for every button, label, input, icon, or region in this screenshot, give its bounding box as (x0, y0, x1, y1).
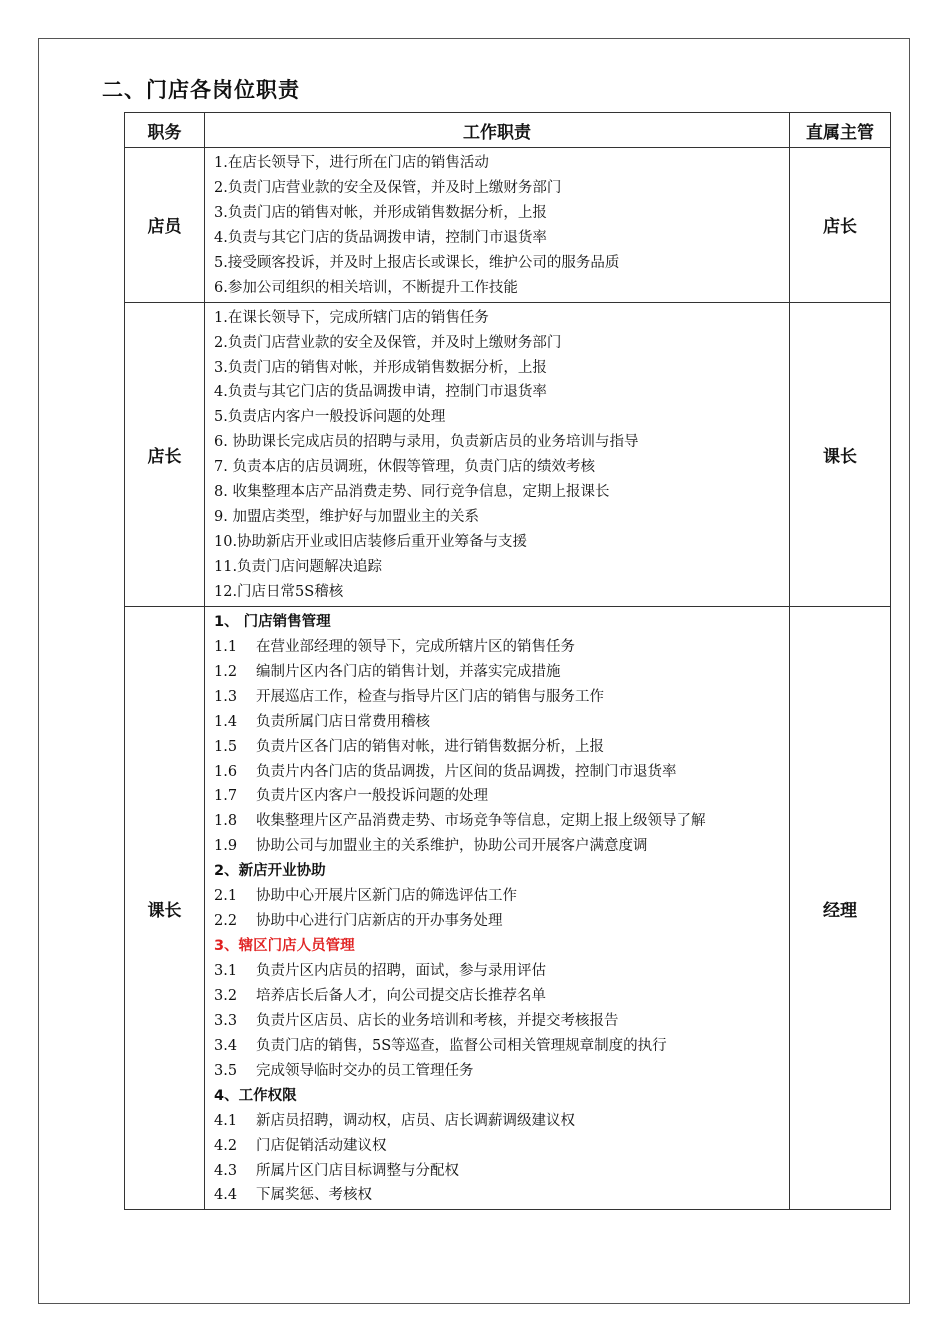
item-number: 1.7 (214, 788, 238, 805)
duty-line (214, 685, 789, 710)
duty-line (214, 1009, 789, 1034)
item-text: 收集整理片区产品消费走势、市场竞争等信息，定期上报上级领导了解 (256, 813, 706, 830)
item-text: 负责片区各门店的销售对帐，进行销售数据分析，上报 (256, 738, 604, 755)
item-number: 1.9 (214, 838, 238, 855)
item-number: 1.4 (214, 713, 238, 730)
item-number: 3.2 (214, 987, 238, 1004)
item-text: 负责片区内店员的招聘，面试，参与录用评估 (256, 963, 546, 979)
item-text: 门店促销活动建议权 (256, 1137, 387, 1154)
item-text: 负责门店的销售，5S等巡查，监督公司相关管理规章制度的执行 (256, 1037, 667, 1054)
item-number: 1.5 (214, 738, 238, 755)
duty-line: 1.在店长领导下，进行所在门店的销售活动 (214, 155, 489, 171)
item-text: 负责片区内客户一般投诉问题的处理 (256, 788, 488, 805)
section-title: 二、门店各岗位职责 (102, 78, 300, 102)
item-text: 完成领导临时交办的员工管理任务 (256, 1062, 474, 1079)
header-supervisor: 直属主管 (790, 113, 891, 148)
duty-line (214, 635, 789, 660)
table-row-section-chief (125, 606, 891, 1210)
duty-line (214, 884, 789, 909)
item-text: 下属奖惩、考核权 (256, 1187, 372, 1204)
item-number: 4.1 (214, 1112, 238, 1129)
item-number: 2.1 (214, 888, 238, 905)
duty-line (214, 909, 789, 934)
duty-line: 12.门店日常5S稽核 (214, 583, 344, 600)
duty-line (214, 1059, 789, 1084)
item-text: 编制片区内各门店的销售计划，并落实完成措施 (256, 663, 561, 680)
group-heading: 2、新店开业协助 (214, 863, 326, 880)
duty-line: 5.负责店内客户一般投诉问题的处理 (214, 409, 446, 426)
role-cell: 店长 (125, 302, 205, 606)
item-text: 协助中心进行门店新店的开办事务处理 (256, 913, 503, 930)
duty-line (214, 660, 789, 685)
item-text: 协助公司与加盟业主的关系维护，协助公司开展客户满意度调 (256, 838, 648, 855)
duty-line: 2.负责门店营业款的安全及保管，并及时上缴财务部门 (214, 179, 562, 196)
duty-line: 4.负责与其它门店的货品调拨申请，控制门市退货率 (214, 229, 547, 246)
item-text: 开展巡店工作，检查与指导片区门店的销售与服务工作 (256, 688, 604, 705)
duty-line: 3.负责门店的销售对帐，并形成销售数据分析，上报 (214, 359, 547, 376)
duty-line (214, 1183, 789, 1208)
duty-line (214, 1109, 789, 1134)
duty-line: 6.参加公司组织的相关培训，不断提升工作技能 (214, 279, 518, 296)
item-number: 1.2 (214, 663, 238, 680)
duty-line: 6. 协助课长完成店员的招聘与录用，负责新店员的业务培训与指导 (214, 434, 639, 451)
item-text: 新店员招聘，调动权，店员、店长调薪调级建议权 (256, 1112, 575, 1129)
table-header-row (125, 113, 891, 148)
duty-line (214, 1134, 789, 1159)
group-heading-highlighted: 3、辖区门店人员管理 (214, 938, 355, 955)
role-cell: 店员 (125, 148, 205, 303)
table-row-clerk (125, 148, 891, 303)
item-text: 负责所属门店日常费用稽核 (256, 713, 430, 730)
duty-line: 2.负责门店营业款的安全及保管，并及时上缴财务部门 (214, 334, 562, 351)
duty-line (214, 784, 789, 809)
item-number: 1.8 (214, 813, 238, 830)
duty-line: 3.负责门店的销售对帐，并形成销售数据分析，上报 (214, 204, 547, 221)
group-heading: 1、 门店销售管理 (214, 613, 331, 630)
duty-line: 7. 负责本店的店员调班，休假等管理，负责门店的绩效考核 (214, 459, 595, 476)
item-number: 4.2 (214, 1137, 238, 1154)
duty-line: 10.协助新店开业或旧店装修后重开业筹备与支援 (214, 534, 528, 551)
group-heading: 4、工作权限 (214, 1087, 297, 1104)
duties-table (124, 112, 891, 1210)
duty-line: 8. 收集整理本店产品消费走势、同行竞争信息，定期上报课长 (214, 484, 610, 501)
duty-line: 5.接受顾客投诉，并及时上报店长或课长，维护公司的服务品质 (214, 254, 620, 271)
duty-line (214, 984, 789, 1009)
item-text: 协助中心开展片区新门店的筛选评估工作 (256, 888, 517, 905)
supervisor-cell: 经理 (790, 606, 891, 1210)
duty-line (214, 710, 789, 735)
item-number: 3.3 (214, 1012, 238, 1029)
item-text: 在营业部经理的领导下，完成所辖片区的销售任务 (256, 638, 575, 655)
duty-line (214, 1159, 789, 1184)
duty-line (214, 1034, 789, 1059)
item-number: 2.2 (214, 913, 238, 930)
item-text: 负责片内各门店的货品调拨，片区间的货品调拨，控制门市退货率 (256, 763, 677, 780)
item-text: 所属片区门店目标调整与分配权 (256, 1162, 459, 1179)
item-number: 4.3 (214, 1162, 238, 1179)
duty-line: 1.在课长领导下，完成所辖门店的销售任务 (214, 309, 489, 326)
duties-cell (205, 606, 790, 1210)
duty-line (214, 959, 789, 984)
duty-line (214, 760, 789, 785)
item-number: 1.6 (214, 763, 238, 780)
supervisor-cell: 店长 (790, 148, 891, 303)
role-cell: 课长 (125, 606, 205, 1210)
header-duties: 工作职责 (205, 113, 790, 148)
duty-line: 11.负责门店问题解决追踪 (214, 559, 383, 575)
item-text: 负责片区店员、店长的业务培训和考核，并提交考核报告 (256, 1012, 619, 1029)
duty-line: 4.负责与其它门店的货品调拨申请，控制门市退货率 (214, 384, 547, 401)
item-text: 培养店长后备人才，向公司提交店长推荐名单 (256, 987, 546, 1004)
item-number: 1.3 (214, 688, 238, 705)
item-number: 3.5 (214, 1062, 238, 1079)
duties-cell (205, 148, 790, 303)
duty-line (214, 809, 789, 834)
item-number: 4.4 (214, 1187, 238, 1204)
supervisor-cell: 课长 (790, 302, 891, 606)
item-number: 3.1 (214, 963, 238, 979)
header-role: 职务 (125, 113, 205, 148)
duties-cell (205, 302, 790, 606)
duty-line (214, 735, 789, 760)
table-row-manager (125, 302, 891, 606)
item-number: 3.4 (214, 1037, 238, 1054)
duty-line (214, 834, 789, 859)
duty-line: 9. 加盟店类型，维护好与加盟业主的关系 (214, 509, 479, 526)
item-number: 1.1 (214, 638, 238, 655)
